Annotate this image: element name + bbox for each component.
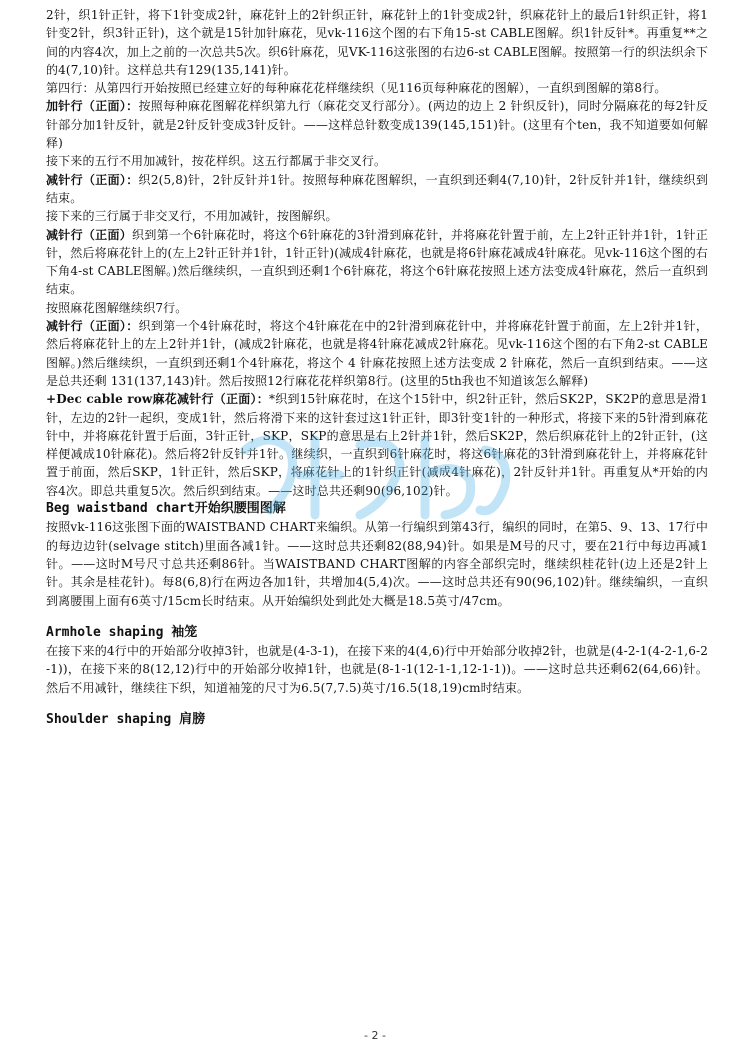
- paragraph-decrease-row-2: [46, 226, 708, 299]
- shoulder-heading-en: Shoulder shaping: [46, 711, 172, 727]
- decrease-row-text-1: 织2(5,8)针，2针反针并1针。按照每种麻花图解织，一直织到还剩4(7,10)针，2针反针并1针，继续织到结束。: [46, 172, 708, 205]
- decrease-row-text-3: 织到第一个4针麻花时，将这个4针麻花在中的2针滑到麻花针中，并将麻花针置于前面，左上2针并1针，然后将麻花针上的左上2针并1针，(减成2针麻花，也就是将4针麻花减成2针麻花。见vk-116这个图的右下角2-st CABLE图解。)然后继续织，一直织到还剩1个4针麻花，将这个 4 针麻花按照上述方法变成 2 针麻花，然后一直织到结束。——这是总共还剩 131(137,143)针。然后按照12行麻花花样织第8行。(这里的5th我也不知道该怎么解释): [46, 319, 708, 388]
- document-body: [46, 6, 708, 729]
- waistband-heading-cn: 开始织腰围图解: [194, 501, 286, 517]
- decrease-row-label-3: 减针行（正面）：: [46, 319, 139, 334]
- page-number: - 2 -: [364, 1029, 386, 1042]
- decrease-row-label-1: 减针行（正面）：: [46, 172, 139, 187]
- paragraph-cable-increase: 2针，织1针正针，将下1针变成2针，麻花针上的2针织正针，麻花针上的1针变成2针，织麻花针上的最后1针织正针，将1针变2针，织3针正针)，这个就是15针加针麻花，见vk-116这个图的右下角15-st CABLE图解。织1针反针*。再重复**之间的内容4次，加上之前的一次总共5次。织6针麻花，见VK-116这张图的右边6-st CABLE图解。按照第一行的织法织余下的4(7,10)针。这样总共有129(135,141)针。: [46, 8, 708, 77]
- paragraph-dec-cable-row: [46, 390, 708, 500]
- decrease-row-label-2: 减针行（正面）: [46, 227, 133, 242]
- armhole-heading: [46, 624, 708, 642]
- dec-cable-row-label: +Dec cable row麻花减针行（正面）：: [46, 392, 269, 407]
- paragraph-three-rows: 接下来的三行属于非交叉行，不用加减针，按图解织。: [46, 209, 338, 224]
- paragraph-five-rows: 接下来的五行不用加减针，按花样织。这五行都属于非交叉行。: [46, 154, 387, 169]
- paragraph-seven-rows: 按照麻花图解继续织7行。: [46, 300, 188, 315]
- paragraph-decrease-row-3: [46, 317, 708, 390]
- dec-cable-row-text: *织到15针麻花时，在这个15针中，织2针正针，然后SK2P，SK2P的意思是滑1针，左边的2针一起织，变成1针，然后将滑下来的这针套过这1针正针，即3针变1针的一种形式，将接下来的5针滑到麻花针中，并将麻花针置于后面，3针正针，SKP，SKP的意思是右上2针并1针，然后SK2P，然后织麻花针上的2针正针，(这样便减成10针麻花)。然后将2针反针并1针。继续织，一直织到6针麻花时，将这6针麻花的3针滑到麻花针上，并将麻花针置于前面，然后SKP，1针正针，然后SKP，将麻花针上的1针织正针(减成4针麻花)，2针反针并1针。再重复从*开始的内容4次。即总共重复5次。然后织到结束。——这时总共还剩90(96,102)针。: [46, 392, 708, 498]
- paragraph-decrease-row-1: [46, 171, 708, 208]
- waistband-text: 按照vk-116这张图下面的WAISTBAND CHART来编织。从第一行编织到第43行，编织的同时，在第5、9、13、17行中的每边边针(selvage stitch)里面各减1针。——这时总共还剩82(88,94)针。如果是M号的尺寸，要在21行中每边再减1针。——这时M号尺寸总共还剩86针。当WAISTBAND CHART图解的内容全部织完时，继续织桂花针(边上还是2针上针。其余是桂花针)。每8(6,8)行在两边各加1针，共增加4(5,4)次。——这时总共还有90(96,102)针。继续编织，一直织到离腰围上面有6英寸/15cm长时结束。从开始编织处到此处大概是18.5英寸/47cm。: [46, 520, 708, 608]
- waistband-heading: [46, 500, 708, 518]
- decrease-row-text-2: 织到第一个6针麻花时，将这个6针麻花的3针滑到麻花针，并将麻花针置于前，左上2针正针并1针，1针正针，然后将麻花针上的(左上2针正针并1针，1针正针)(减成4针麻花，也就是将6针麻花减成4针麻花。见vk-116这个图的右下角4-st CABLE图解。)然后继续织，一直织到还剩1个6针麻花，将这个6针麻花按照上述方法变成4针麻花，然后一直织到结束。: [46, 227, 708, 297]
- armhole-heading-en: Armhole shaping: [46, 624, 164, 640]
- increase-row-text: 按照每种麻花图解花样织第九行（麻花交叉行部分）。(两边的边上 2 针织反针)，同时分隔麻花的每2针反针部分加1针反针，就是2针反针变成3针反针。——这样总针数变成139(145,151)针。(这里有个ten，我不知道要如何解释): [46, 99, 709, 151]
- paragraph-increase-row: [46, 97, 708, 152]
- paragraph-row-four: 第四行：从第四行开始按照已经建立好的每种麻花花样继续织（见116页每种麻花的图解），一直织到图解的第8行。: [46, 81, 667, 96]
- armhole-heading-cn: 袖笼: [171, 624, 198, 640]
- shoulder-heading: [46, 711, 708, 729]
- shoulder-heading-cn: 肩膀: [179, 711, 206, 727]
- waistband-heading-en: Beg waistband chart: [46, 501, 195, 517]
- armhole-text: 在接下来的4行中的开始部分收掉3针，也就是(4-3-1)，在接下来的4(4,6)行中开始部分收掉2针，也就是(4-2-1(4-2-1,6-2-1))，在接下来的8(12,12)行中的开始部分收掉1针，也就是(8-1-1(12-1-1,12-1-1))。——这时总共还剩62(64,66)针。然后不用减针，继续往下织，知道袖笼的尺寸为6.5(7,7.5)英寸/16.5(18,19)cm时结束。: [46, 644, 708, 695]
- increase-row-label: 加针行（正面）：: [46, 99, 139, 114]
